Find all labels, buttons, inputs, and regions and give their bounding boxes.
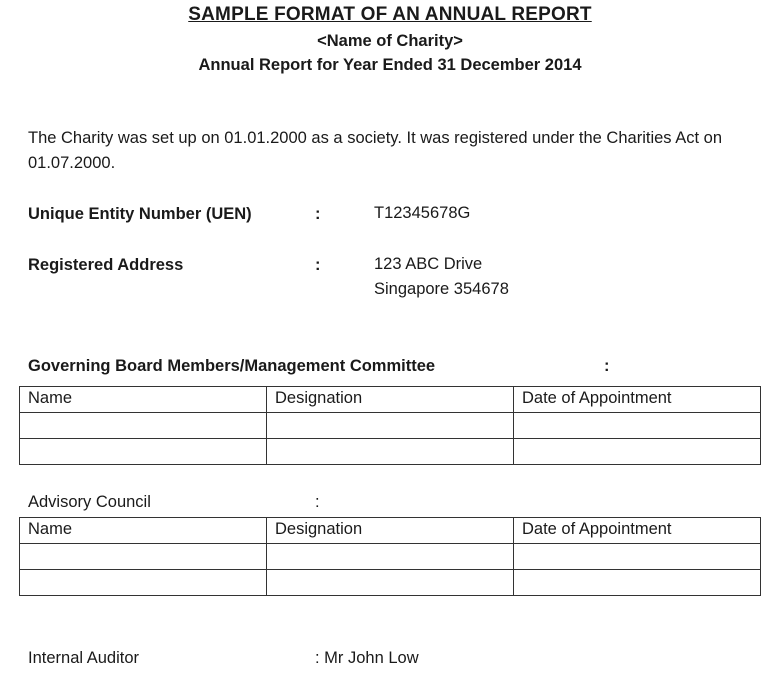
- document-title: SAMPLE FORMAT OF AN ANNUAL REPORT: [188, 4, 592, 25]
- board-label: Governing Board Members/Management Committee: [28, 357, 436, 375]
- table-cell[interactable]: [20, 544, 267, 570]
- table-row: [20, 413, 761, 439]
- address-line-2: Singapore 354678: [374, 280, 509, 298]
- table-header-row: [20, 518, 761, 544]
- board-colon: :: [604, 357, 610, 375]
- uen-label: Unique Entity Number (UEN): [28, 205, 252, 223]
- table-cell[interactable]: [267, 439, 514, 465]
- header-date-of-appointment: Date of Appointment: [514, 518, 761, 544]
- advisory-colon: :: [315, 493, 320, 511]
- address-label: Registered Address: [28, 256, 184, 274]
- table-cell[interactable]: [514, 570, 761, 596]
- header-name: Name: [20, 387, 267, 413]
- auditor-label: Internal Auditor: [28, 649, 139, 667]
- table-cell[interactable]: [514, 544, 761, 570]
- table-cell[interactable]: [514, 413, 761, 439]
- header-designation: Designation: [267, 387, 514, 413]
- header-designation: Designation: [267, 518, 514, 544]
- auditor-value: : Mr John Low: [315, 649, 419, 667]
- table-header-row: [20, 387, 761, 413]
- header-date-of-appointment: Date of Appointment: [514, 387, 761, 413]
- table-cell[interactable]: [514, 439, 761, 465]
- intro-paragraph: The Charity was set up on 01.01.2000 as a society. It was registered under the Charities Act on 01.07.2000.: [28, 129, 722, 172]
- report-period: Annual Report for Year Ended 31 December 2014: [198, 56, 582, 74]
- table-cell[interactable]: [267, 413, 514, 439]
- address-colon: :: [315, 256, 321, 274]
- address-line-1: 123 ABC Drive: [374, 255, 483, 273]
- table-cell[interactable]: [20, 439, 267, 465]
- table-row: [20, 439, 761, 465]
- advisory-label: Advisory Council: [28, 493, 151, 511]
- charity-name: <Name of Charity>: [317, 32, 463, 50]
- advisory-table: [19, 517, 761, 596]
- table-row: [20, 570, 761, 596]
- board-table: [19, 386, 761, 465]
- uen-value: T12345678G: [374, 204, 471, 222]
- uen-colon: :: [315, 205, 321, 223]
- header-name: Name: [20, 518, 267, 544]
- table-cell[interactable]: [267, 544, 514, 570]
- table-cell[interactable]: [20, 570, 267, 596]
- table-row: [20, 544, 761, 570]
- table-cell[interactable]: [20, 413, 267, 439]
- table-cell[interactable]: [267, 570, 514, 596]
